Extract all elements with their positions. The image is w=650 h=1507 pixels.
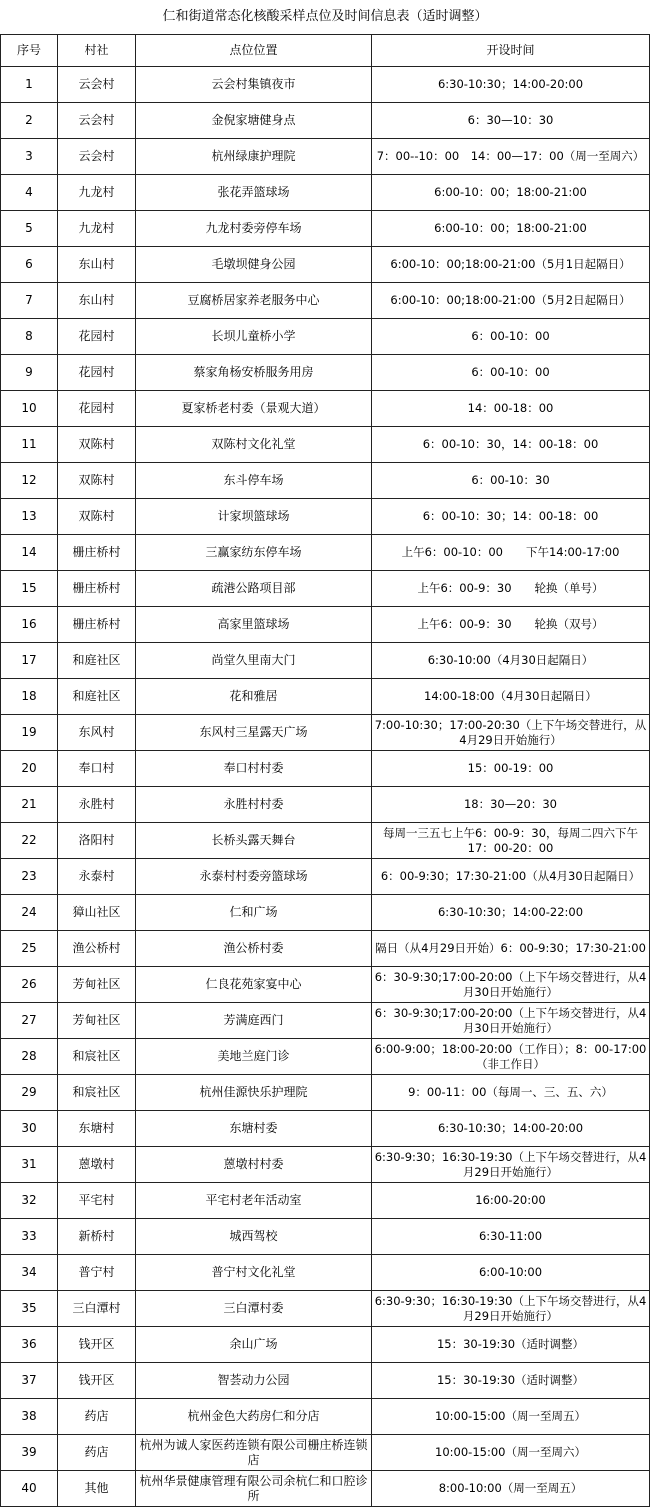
row-time: 14:00-18:00（4月30日起隔日） [372,679,650,715]
row-village: 云会村 [58,67,136,103]
row-village: 普宁村 [58,1255,136,1291]
row-time: 16:00-20:00 [372,1183,650,1219]
table-row [1,391,650,427]
table-row [1,1471,650,1507]
row-site: 九龙村委旁停车场 [136,211,372,247]
row-village: 洛阳村 [58,823,136,859]
row-village: 钱开区 [58,1363,136,1399]
row-site: 城西驾校 [136,1219,372,1255]
row-village: 平宅村 [58,1183,136,1219]
row-village: 栅庄桥村 [58,607,136,643]
row-time: 6:30-10:30；14:00-22:00 [372,895,650,931]
table-row [1,1003,650,1039]
table-row [1,751,650,787]
row-number: 23 [1,859,58,895]
row-village: 花园村 [58,391,136,427]
table-row [1,211,650,247]
table-row [1,427,650,463]
row-number: 6 [1,247,58,283]
row-village: 永泰村 [58,859,136,895]
row-village: 奉口村 [58,751,136,787]
table-title: 仁和街道常态化核酸采样点位及时间信息表（适时调整） [162,9,488,24]
table-row [1,1111,650,1147]
row-village: 药店 [58,1435,136,1471]
row-number: 4 [1,175,58,211]
row-time: 9：00-11：00（每周一、三、五、六） [372,1075,650,1111]
row-site: 杭州华景健康管理有限公司余杭仁和口腔诊所 [136,1471,372,1507]
row-number: 27 [1,1003,58,1039]
table-row [1,787,650,823]
row-number: 11 [1,427,58,463]
row-time: 上午6：00-10：00 下午14:00-17:00 [372,535,650,571]
row-village: 栅庄桥村 [58,571,136,607]
table-row [1,319,650,355]
row-site: 智荟动力公园 [136,1363,372,1399]
row-time: 15：30-19:30（适时调整） [372,1327,650,1363]
row-time: 6：30-9:30;17:00-20:00（上下午场交替进行，从4月30日开始施行） [372,1003,650,1039]
row-site: 仁和广场 [136,895,372,931]
row-village: 其他 [58,1471,136,1507]
row-site: 东风村三星露天广场 [136,715,372,751]
row-site: 计家坝篮球场 [136,499,372,535]
row-site: 花和雅居 [136,679,372,715]
row-village: 东山村 [58,247,136,283]
row-time: 18：30—20：30 [372,787,650,823]
table-row [1,679,650,715]
row-time: 10:00-15:00（周一至周六） [372,1435,650,1471]
table-row [1,283,650,319]
row-village: 花园村 [58,319,136,355]
row-site: 渔公桥村委 [136,931,372,967]
table-row [1,607,650,643]
row-site: 永胜村村委 [136,787,372,823]
row-time: 6：30—10：30 [372,103,650,139]
row-site: 仁良花苑家宴中心 [136,967,372,1003]
row-village: 双陈村 [58,463,136,499]
row-site: 杭州佳源快乐护理院 [136,1075,372,1111]
table-row [1,1291,650,1327]
row-site: 云会村集镇夜市 [136,67,372,103]
row-number: 33 [1,1219,58,1255]
row-number: 26 [1,967,58,1003]
table-row [1,463,650,499]
table-row [1,571,650,607]
row-time: 6：00-10：30 [372,463,650,499]
table-row [1,1255,650,1291]
table-row [1,499,650,535]
row-time: 6:00-10：00；18:00-21:00 [372,175,650,211]
row-site: 芳满庭西门 [136,1003,372,1039]
row-time: 6：00-10：30，14：00-18：00 [372,427,650,463]
row-time: 8:00-10:00（周一至周五） [372,1471,650,1507]
row-number: 22 [1,823,58,859]
row-village: 九龙村 [58,211,136,247]
table-row [1,355,650,391]
row-site: 永泰村村委旁篮球场 [136,859,372,895]
row-village: 芳甸社区 [58,1003,136,1039]
row-time: 7:00-10:30；17:00-20:30（上下午场交替进行，从4月29日开始施行） [372,715,650,751]
header-site: 点位位置 [136,35,372,67]
row-site: 三白潭村委 [136,1291,372,1327]
row-time: 上午6：00-9：30 轮换（单号） [372,571,650,607]
row-site: 杭州绿康护理院 [136,139,372,175]
row-village: 新桥村 [58,1219,136,1255]
row-time: 15：30-19:30（适时调整） [372,1363,650,1399]
row-number: 16 [1,607,58,643]
row-number: 1 [1,67,58,103]
row-time: 6:30-9:30；16:30-19:30（上下午场交替进行，从4月29日开始施行） [372,1147,650,1183]
row-time: 6:00-10：00;18:00-21:00（5月1日起隔日） [372,247,650,283]
row-village: 和宸社区 [58,1075,136,1111]
row-time: 6:30-10:30；14:00-20:00 [372,1111,650,1147]
row-number: 2 [1,103,58,139]
row-village: 东风村 [58,715,136,751]
table-row [1,67,650,103]
header-village: 村社 [58,35,136,67]
table-row [1,247,650,283]
row-site: 杭州为诚人家医药连锁有限公司栅庄桥连锁店 [136,1435,372,1471]
row-site: 东塘村委 [136,1111,372,1147]
table-row [1,1147,650,1183]
row-number: 38 [1,1399,58,1435]
row-number: 40 [1,1471,58,1507]
header-no: 序号 [1,35,58,67]
row-site: 余山广场 [136,1327,372,1363]
table-row [1,715,650,751]
row-village: 双陈村 [58,499,136,535]
row-site: 双陈村文化礼堂 [136,427,372,463]
row-site: 平宅村老年活动室 [136,1183,372,1219]
row-time: 6:00-9:00；18:00-20:00（工作日）；8：00-17:00（非工作日） [372,1039,650,1075]
row-number: 9 [1,355,58,391]
row-village: 和庭社区 [58,679,136,715]
row-number: 5 [1,211,58,247]
row-time: 6:30-10:30；14:00-20:00 [372,67,650,103]
row-time: 6:00-10：00;18:00-21:00（5月2日起隔日） [372,283,650,319]
row-site: 长桥头露天舞台 [136,823,372,859]
row-village: 永胜村 [58,787,136,823]
row-village: 栅庄桥村 [58,535,136,571]
row-time: 6:30-10:00（4月30日起隔日） [372,643,650,679]
row-site: 奉口村村委 [136,751,372,787]
table-row [1,931,650,967]
row-village: 蒽墩村 [58,1147,136,1183]
header-time: 开设时间 [372,35,650,67]
table-row [1,175,650,211]
row-village: 药店 [58,1399,136,1435]
row-time: 上午6：00-9：30 轮换（双号） [372,607,650,643]
row-number: 20 [1,751,58,787]
row-village: 和庭社区 [58,643,136,679]
row-time: 每周一三五七上午6：00-9：30，每周二四六下午17：00-20：00 [372,823,650,859]
row-number: 3 [1,139,58,175]
row-time: 6:30-11:00 [372,1219,650,1255]
row-village: 獐山社区 [58,895,136,931]
row-site: 蔡家角杨安桥服务用房 [136,355,372,391]
row-site: 豆腐桥居家养老服务中心 [136,283,372,319]
row-site: 金倪家塘健身点 [136,103,372,139]
table-row [1,967,650,1003]
row-site: 高家里篮球场 [136,607,372,643]
row-time: 6：00-9:30；17:30-21:00（从4月30日起隔日） [372,859,650,895]
row-site: 东斗停车场 [136,463,372,499]
row-number: 31 [1,1147,58,1183]
row-number: 8 [1,319,58,355]
table-row [1,895,650,931]
row-site: 毛墩坝健身公园 [136,247,372,283]
row-number: 24 [1,895,58,931]
row-number: 37 [1,1363,58,1399]
row-site: 普宁村文化礼堂 [136,1255,372,1291]
row-number: 39 [1,1435,58,1471]
row-time: 14：00-18：00 [372,391,650,427]
row-site: 蒽墩村村委 [136,1147,372,1183]
row-village: 和宸社区 [58,1039,136,1075]
row-number: 32 [1,1183,58,1219]
row-village: 三白潭村 [58,1291,136,1327]
row-village: 渔公桥村 [58,931,136,967]
row-number: 21 [1,787,58,823]
row-number: 36 [1,1327,58,1363]
row-village: 花园村 [58,355,136,391]
row-number: 28 [1,1039,58,1075]
row-village: 芳甸社区 [58,967,136,1003]
table-row [1,823,650,859]
row-site: 美地兰庭门诊 [136,1039,372,1075]
row-number: 30 [1,1111,58,1147]
row-site: 长坝儿童桥小学 [136,319,372,355]
row-site: 疏港公路项目部 [136,571,372,607]
row-site: 杭州金色大药房仁和分店 [136,1399,372,1435]
row-village: 九龙村 [58,175,136,211]
table-row [1,1039,650,1075]
row-time: 6:00-10：00；18:00-21:00 [372,211,650,247]
row-number: 35 [1,1291,58,1327]
row-number: 17 [1,643,58,679]
row-village: 云会村 [58,103,136,139]
row-village: 东山村 [58,283,136,319]
row-time: 6：00-10：00 [372,355,650,391]
table-row [1,1363,650,1399]
table-row [1,1075,650,1111]
row-number: 7 [1,283,58,319]
row-number: 18 [1,679,58,715]
row-time: 6:00-10:00 [372,1255,650,1291]
row-village: 双陈村 [58,427,136,463]
table-row [1,535,650,571]
row-number: 13 [1,499,58,535]
row-site: 尚堂久里南大门 [136,643,372,679]
row-time: 10:00-15:00（周一至周五） [372,1399,650,1435]
row-site: 张花弄篮球场 [136,175,372,211]
row-time: 7：00--10：00 14：00—17：00（周一至周六） [372,139,650,175]
header-row [1,35,650,67]
sampling-sites-table [0,34,650,1507]
table-row [1,1399,650,1435]
row-village: 云会村 [58,139,136,175]
row-site: 夏家桥老村委（景观大道） [136,391,372,427]
row-number: 14 [1,535,58,571]
table-row [1,643,650,679]
row-village: 东塘村 [58,1111,136,1147]
row-site: 三赢家纺东停车场 [136,535,372,571]
row-number: 29 [1,1075,58,1111]
row-number: 34 [1,1255,58,1291]
row-number: 25 [1,931,58,967]
table-row [1,859,650,895]
row-time: 6：00-10：00 [372,319,650,355]
row-time: 6：30-9:30;17:00-20:00（上下午场交替进行，从4月30日开始施行） [372,967,650,1003]
row-number: 19 [1,715,58,751]
row-number: 15 [1,571,58,607]
row-time: 隔日（从4月29日开始）6：00-9:30；17:30-21:00 [372,931,650,967]
table-row [1,1183,650,1219]
row-number: 12 [1,463,58,499]
row-number: 10 [1,391,58,427]
row-village: 钱开区 [58,1327,136,1363]
table-row [1,1435,650,1471]
row-time: 15：00-19：00 [372,751,650,787]
row-time: 6：00-10：30；14：00-18：00 [372,499,650,535]
table-row [1,1219,650,1255]
table-row [1,1327,650,1363]
table-row [1,139,650,175]
table-row [1,103,650,139]
row-time: 6:30-9:30；16:30-19:30（上下午场交替进行，从4月29日开始施行） [372,1291,650,1327]
